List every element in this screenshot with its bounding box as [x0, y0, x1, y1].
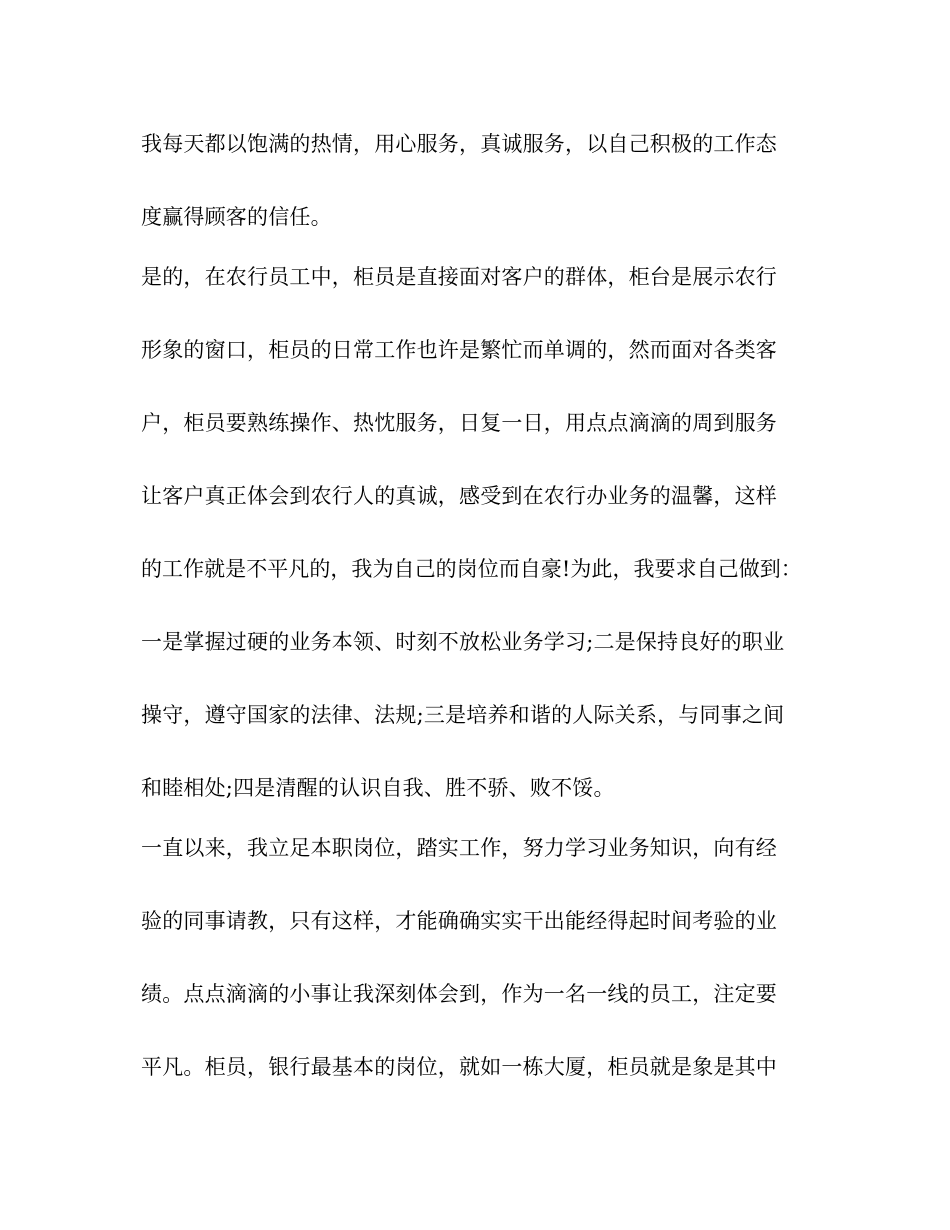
text-line: 绩。点点滴滴的小事让我深刻体会到，作为一名一线的员工，注定要	[141, 982, 777, 1006]
text-line: 一直以来，我立足本职岗位，踏实工作，努力学习业务知识，向有经	[141, 836, 777, 860]
text-line: 和睦相处;四是清醒的认识自我、胜不骄、败不馁。	[141, 776, 615, 800]
text-line: 操守，遵守国家的法律、法规;三是培养和谐的人际关系，与同事之间	[141, 703, 785, 727]
text-line: 让客户真正体会到农行人的真诚，感受到在农行办业务的温馨，这样	[141, 484, 777, 508]
text-line: 户，柜员要熟练操作、热忱服务，日复一日，用点点滴滴的周到服务	[141, 411, 777, 435]
text-line: 形象的窗口，柜员的日常工作也许是繁忙而单调的，然而面对各类客	[141, 338, 777, 362]
text-line: 一是掌握过硬的业务本领、时刻不放松业务学习;二是保持良好的职业	[141, 630, 785, 654]
text-line: 我每天都以饱满的热情，用心服务，真诚服务，以自己积极的工作态	[141, 132, 777, 156]
text-line: 的工作就是不平凡的，我为自己的岗位而自豪!为此，我要求自己做到：	[141, 557, 802, 581]
text-line: 是的，在农行员工中，柜员是直接面对客户的群体，柜台是展示农行	[141, 265, 777, 289]
text-line: 验的同事请教，只有这样，才能确确实实干出能经得起时间考验的业	[141, 909, 777, 933]
text-line: 度赢得顾客的信任。	[141, 205, 332, 229]
text-line: 平凡。柜员，银行最基本的岗位，就如一栋大厦，柜员就是象是其中	[141, 1055, 777, 1079]
